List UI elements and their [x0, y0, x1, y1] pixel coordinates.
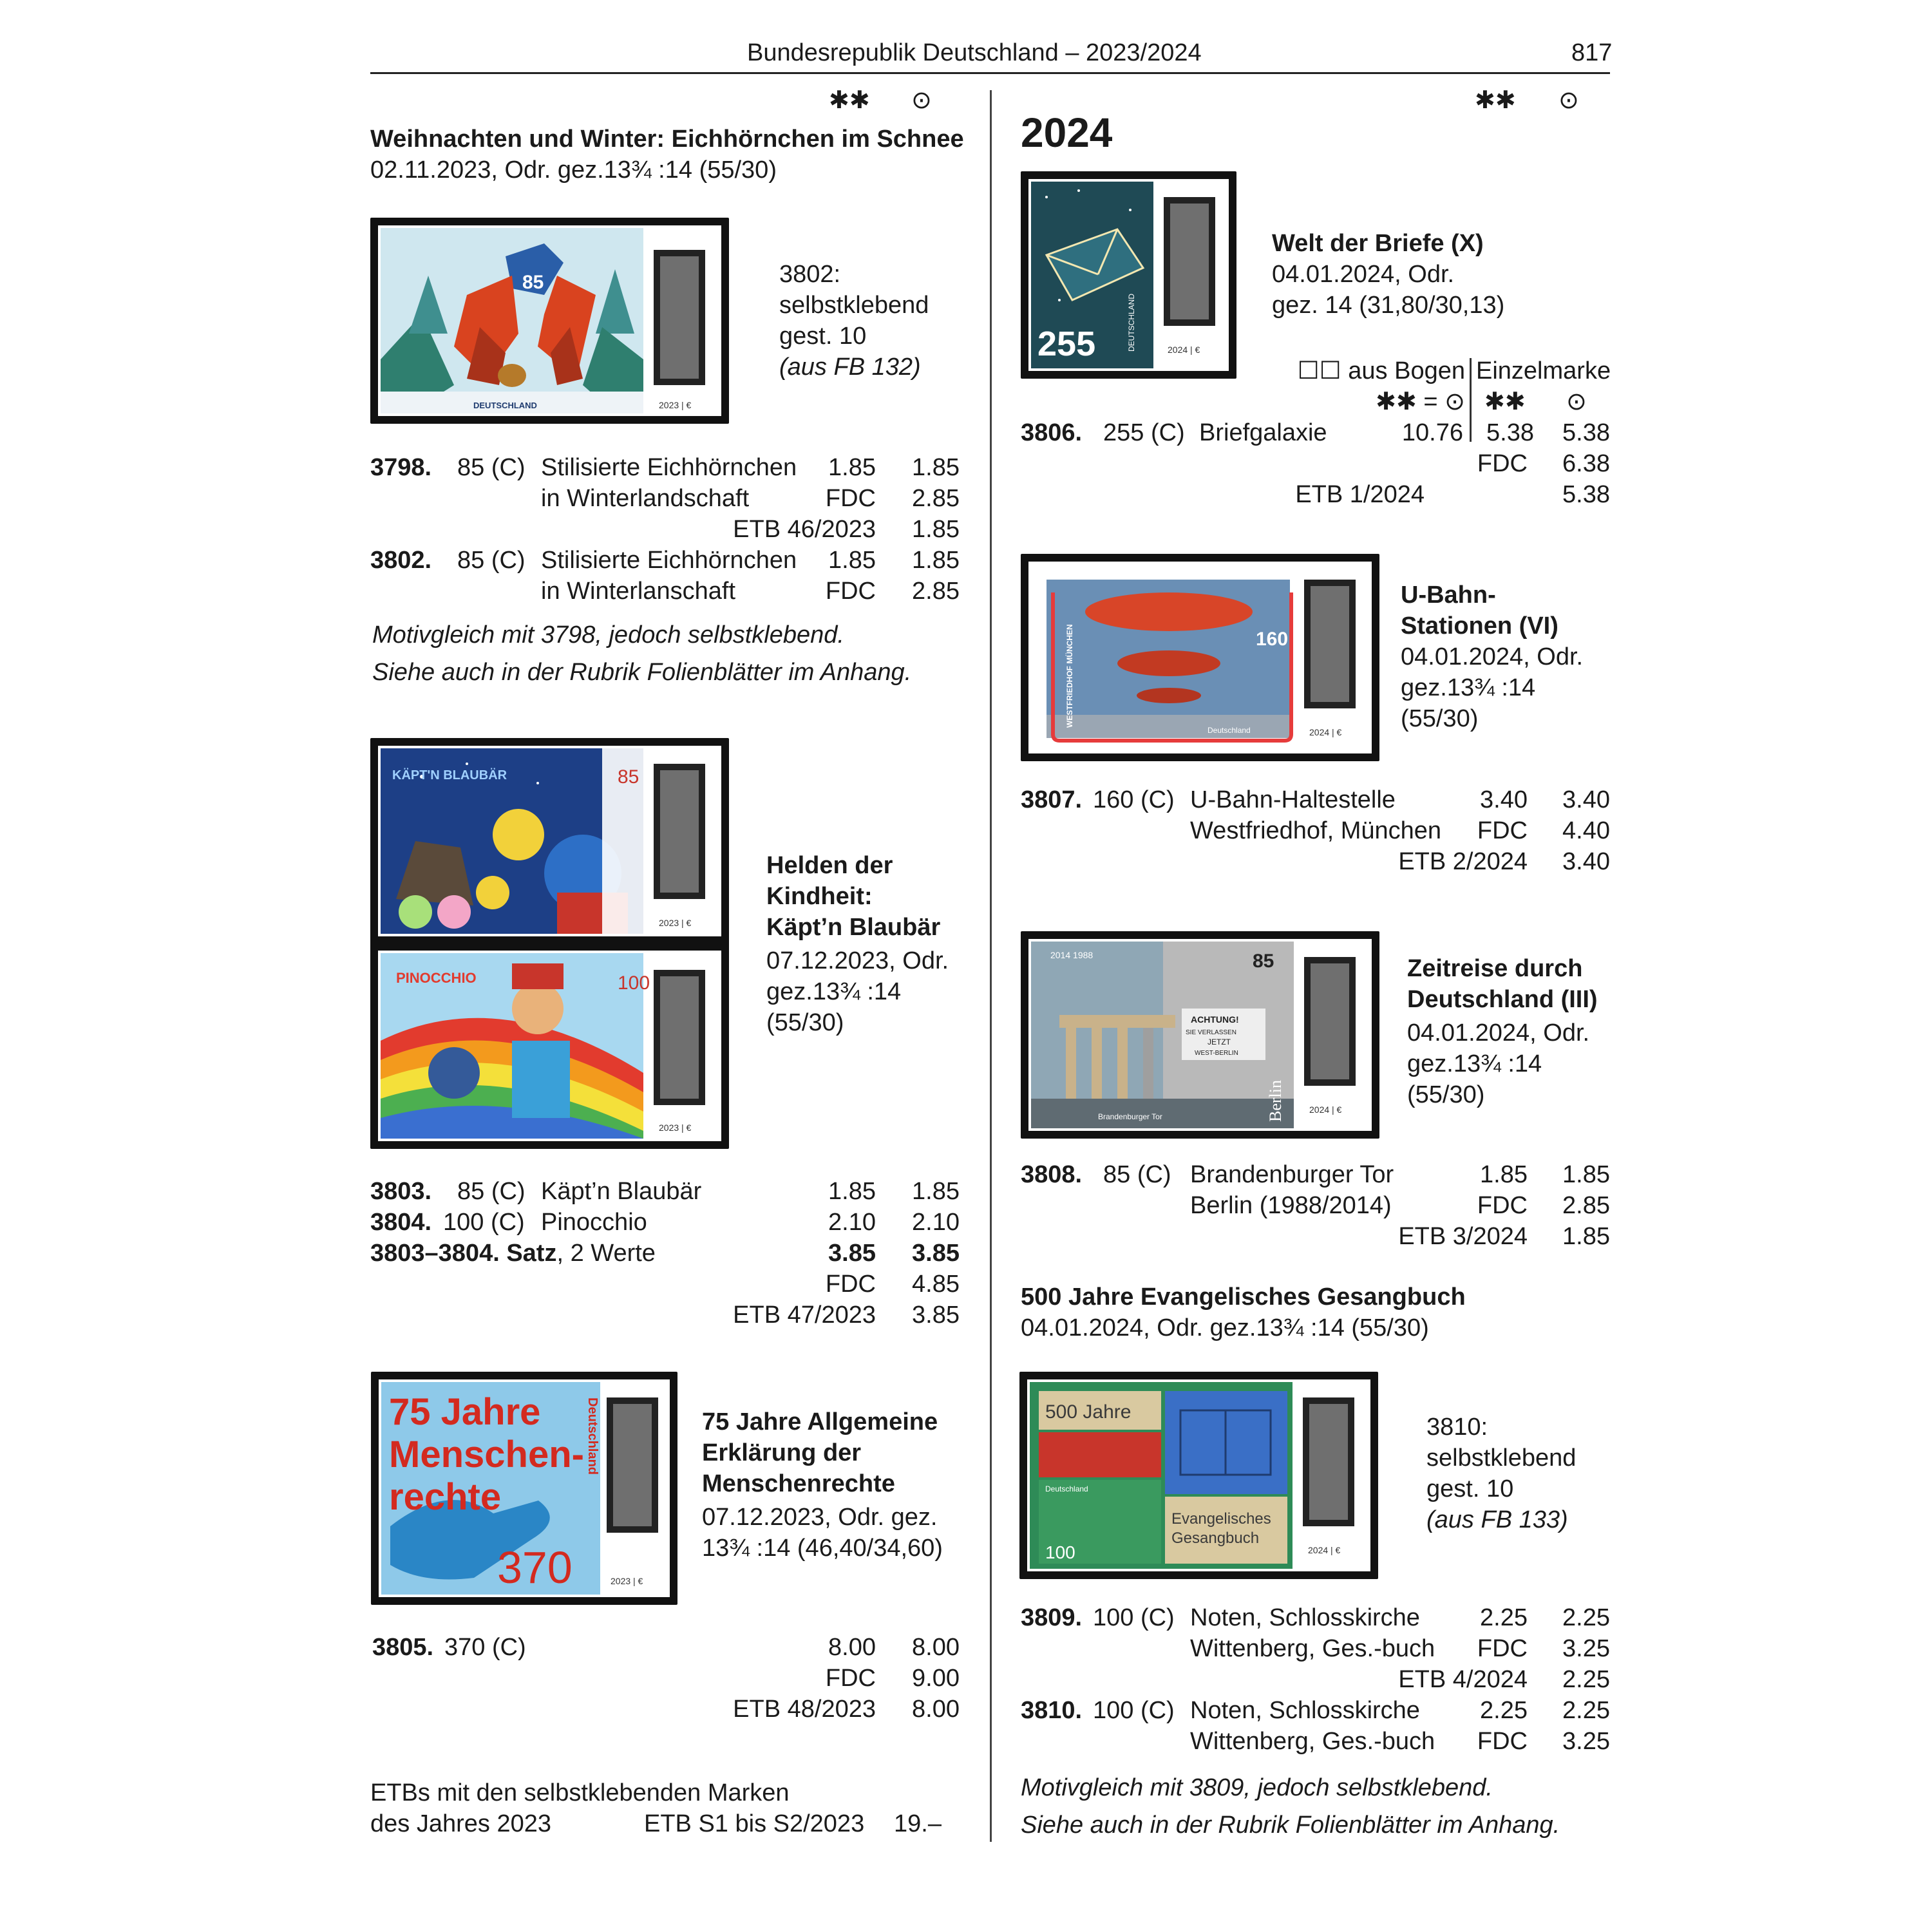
catalog-no-3802: 3802. [370, 547, 432, 574]
desc-3809-line1: Noten, Schlosskirche [1190, 1604, 1420, 1631]
stamp-headline-line1: 75 Jahre [389, 1391, 541, 1433]
bogen-price-3806: 10.76 [1401, 419, 1463, 446]
section-date-menschen-line1: 07.12.2023, Odr. gez. [702, 1504, 938, 1531]
face-value-3810: 100 (C) [1093, 1697, 1175, 1724]
price-mint-3806: 5.38 [1486, 419, 1534, 446]
catalog-no-3804: 3804. [370, 1209, 432, 1236]
fdc-price-3810: 3.25 [1562, 1728, 1610, 1755]
catalog-no-3807: 3807. [1021, 786, 1083, 813]
section-date-briefe-line1: 04.01.2024, Odr. [1272, 261, 1455, 288]
stamp-caption-zeitreise: Brandenburger Tor [1098, 1112, 1162, 1121]
stamp-image-ubahn [1021, 554, 1379, 761]
etb-price-3806: 5.38 [1562, 481, 1610, 508]
stamp-year-menschenrechte: 2023 | € [611, 1576, 643, 1586]
face-value-3808: 85 (C) [1103, 1161, 1171, 1188]
fdc-price-3798: 2.85 [912, 485, 960, 512]
catalog-no-3806: 3806. [1021, 419, 1083, 446]
etb-label-3808: ETB 3/2024 [1398, 1223, 1528, 1250]
desc-3802-line2: in Winterlanschaft [541, 578, 736, 605]
desc-3807-line2: Westfriedhof, München [1190, 817, 1442, 844]
price-used-3809: 2.25 [1562, 1604, 1610, 1631]
note-3802-line4: (aus FB 132) [779, 354, 921, 381]
face-value-3805: 370 (C) [444, 1634, 526, 1661]
desc-3802-line1: Stilisierte Eichhörnchen [541, 547, 797, 574]
set-3803-3804 [370, 1238, 656, 1269]
stamp-image-squirrels [370, 218, 729, 424]
section-title-menschen-line3: Menschenrechte [702, 1470, 895, 1497]
catalog-no-3809: 3809. [1021, 1604, 1083, 1631]
stamp-value-pinocchio: 100 [618, 972, 650, 994]
header-rule [370, 72, 1610, 74]
etb-label-3798: ETB 46/2023 [733, 516, 876, 543]
running-header-title: Bundesrepublik Deutschland – 2023/2024 [747, 39, 1202, 66]
section-date-helden-line3: (55/30) [766, 1009, 844, 1036]
desc-3808-line2: Berlin (1988/2014) [1190, 1192, 1392, 1219]
stamp-years-zeitreise: 2014 1988 [1050, 950, 1094, 960]
fdc-price-3805: 9.00 [912, 1665, 960, 1692]
price-mint-3803: 1.85 [828, 1178, 876, 1205]
section-title-zeitreise-line2: Deutschland (III) [1407, 986, 1598, 1013]
price-used-3807: 3.40 [1562, 786, 1610, 813]
section-date-ubahn-line1: 04.01.2024, Odr. [1401, 643, 1584, 670]
mint-symbol-right: ✱✱ [1475, 87, 1516, 114]
fdc-price-3809: 3.25 [1562, 1635, 1610, 1662]
fdc-price-3807: 4.40 [1562, 817, 1610, 844]
price-used-3808: 1.85 [1562, 1161, 1610, 1188]
stamp-year-squirrels: 2023 | € [659, 400, 692, 410]
desc-3798-line1: Stilisierte Eichhörnchen [541, 454, 797, 481]
note-motivgleich-3802-line2: Siehe auch in der Rubrik Folienblätter im Anhang. [372, 659, 912, 686]
price-mint-3808: 1.85 [1480, 1161, 1528, 1188]
desc-3806: Briefgalaxie [1199, 419, 1327, 446]
section-title-menschen-line1: 75 Jahre Allgemeine [702, 1408, 938, 1435]
note-3810-line2: selbstklebend [1426, 1444, 1577, 1472]
footer-etb-price: 19.– [894, 1810, 942, 1837]
fdc-label-3807: FDC [1477, 817, 1528, 844]
stamp-image-menschenrechte [371, 1372, 677, 1605]
section-title-gesangbuch: 500 Jahre Evangelisches Gesangbuch [1021, 1283, 1466, 1311]
set-fdc-price: 4.85 [912, 1271, 960, 1298]
fdc-label-3806: FDC [1477, 450, 1528, 477]
bogen-divider [1470, 358, 1472, 442]
stamp-year-briefgalaxie: 2024 | € [1168, 345, 1200, 355]
footer-etb-range: ETB S1 bis S2/2023 [644, 1810, 865, 1837]
section-title-zeitreise-line1: Zeitreise durch [1407, 955, 1583, 982]
desc-3798-line2: in Winterlandschaft [541, 485, 750, 512]
price-used-3805: 8.00 [912, 1634, 960, 1661]
footer-etbs-line1: ETBs mit den selbstklebenden Marken [370, 1779, 790, 1806]
desc-3804: Pinocchio [541, 1209, 647, 1236]
stamp-value-blaubaer: 85 [618, 766, 639, 788]
section-date-helden-line1: 07.12.2023, Odr. [766, 947, 949, 974]
etb-label-3805: ETB 48/2023 [733, 1696, 876, 1723]
stamp-sign-line2: SIE VERLASSEN [1186, 1029, 1236, 1036]
section-date-menschen-line2: 13¾ :14 (46,40/34,60) [702, 1535, 943, 1562]
stamp-value-briefgalaxie: 255 [1037, 325, 1096, 363]
set-price-used: 3.85 [912, 1240, 960, 1267]
stamp-image-helden [370, 738, 729, 1149]
section-title-helden-line3: Käpt’n Blaubär [766, 914, 941, 941]
stamp-image-gesangbuch [1019, 1372, 1378, 1579]
bogen-header: ☐☐ aus Bogen [1297, 357, 1465, 384]
stamp-year-ubahn: 2024 | € [1309, 727, 1342, 737]
stamp-value-zeitreise: 85 [1253, 951, 1274, 972]
fdc-label-3798: FDC [825, 485, 876, 512]
set-fdc-label: FDC [825, 1271, 876, 1298]
stamp-value-squirrels: 85 [522, 272, 544, 293]
face-value-3806: 255 (C) [1103, 419, 1185, 446]
price-mint-3802: 1.85 [828, 547, 876, 574]
price-mint-3804: 2.10 [828, 1209, 876, 1236]
stamp-station-ubahn: WESTFRIEDHOF MÜNCHEN [1065, 624, 1074, 728]
used-symbol-right: ⊙ [1558, 87, 1579, 114]
fdc-price-3806: 6.38 [1562, 450, 1610, 477]
note-motivgleich-3810-line1: Motivgleich mit 3809, jedoch selbstklebend. [1021, 1774, 1493, 1801]
set-etb-price: 3.85 [912, 1302, 960, 1329]
etb-label-3806: ETB 1/2024 [1295, 481, 1425, 508]
stamp-city-zeitreise: Berlin [1266, 1080, 1285, 1122]
desc-3808-line1: Brandenburger Tor [1190, 1161, 1394, 1188]
etb-price-3807: 3.40 [1562, 848, 1610, 875]
stamp-value-ubahn: 160 [1256, 629, 1289, 650]
stamp-image-briefgalaxie [1021, 171, 1236, 379]
note-3810-line1: 3810: [1426, 1414, 1488, 1441]
price-used-3798: 1.85 [912, 454, 960, 481]
section-title-ubahn-line2: Stationen (VI) [1401, 612, 1558, 639]
catalog-no-3808: 3808. [1021, 1161, 1083, 1188]
section-title-helden-line2: Kindheit: [766, 883, 873, 910]
etb-price-3809: 2.25 [1562, 1666, 1610, 1693]
desc-3803: Käpt’n Blaubär [541, 1178, 702, 1205]
face-value-3798: 85 (C) [457, 454, 526, 481]
section-date-ubahn-line2: gez.13¾ :14 [1401, 674, 1536, 701]
stamp-image-zeitreise [1021, 931, 1379, 1139]
footer-etbs-line2: des Jahres 2023 [370, 1810, 551, 1837]
stamp-sign-line4: WEST-BERLIN [1195, 1050, 1238, 1057]
section-title-ubahn-line1: U-Bahn- [1401, 582, 1496, 609]
mint-symbol-left: ✱✱ [829, 87, 870, 114]
set-etb-label: ETB 47/2023 [733, 1302, 876, 1329]
note-3802-line1: 3802: [779, 261, 841, 288]
section-date-ubahn-line3: (55/30) [1401, 705, 1479, 732]
note-motivgleich-3802-line1: Motivgleich mit 3798, jedoch selbstklebend. [372, 621, 844, 649]
desc-3810-line2: Wittenberg, Ges.-buch [1190, 1728, 1435, 1755]
einzel-used-symbol: ⊙ [1566, 388, 1587, 415]
set-desc: , 2 Werte [556, 1240, 656, 1267]
einzelmarke-header: Einzelmarke [1476, 357, 1611, 384]
price-mint-3809: 2.25 [1480, 1604, 1528, 1631]
stamp-year-blaubaer: 2023 | € [659, 918, 692, 928]
face-value-3802: 85 (C) [457, 547, 526, 574]
catalog-no-3805: 3805. [372, 1634, 434, 1661]
stamp-country-menschenrechte: Deutschland [585, 1397, 600, 1475]
stamp-country-squirrels: DEUTSCHLAND [473, 401, 537, 410]
section-date-zeitreise-line1: 04.01.2024, Odr. [1407, 1019, 1590, 1046]
section-date-zeitreise-line2: gez.13¾ :14 [1407, 1050, 1542, 1077]
stamp-sign-line3: JETZT [1208, 1037, 1231, 1046]
stamp-country-ubahn: Deutschland [1208, 726, 1251, 735]
section-date-zeitreise-line3: (55/30) [1407, 1081, 1485, 1108]
stamp-bottom-line1: Evangelisches [1171, 1510, 1271, 1528]
fdc-label-3802: FDC [825, 578, 876, 605]
fdc-price-3802: 2.85 [912, 578, 960, 605]
fdc-label-3805: FDC [825, 1665, 876, 1692]
column-divider [990, 90, 992, 1842]
set-label: 3803–3804. Satz [370, 1240, 557, 1267]
price-used-3806: 5.38 [1562, 419, 1610, 446]
desc-3810-line1: Noten, Schlosskirche [1190, 1697, 1420, 1724]
stamp-headline-line2: Menschen- [389, 1434, 584, 1475]
note-3802-line3: gest. 10 [779, 323, 867, 350]
catalog-no-3803: 3803. [370, 1178, 432, 1205]
price-mint-3810: 2.25 [1480, 1697, 1528, 1724]
year-heading-2024: 2024 [1021, 109, 1113, 156]
stamp-year-gesangbuch: 2024 | € [1308, 1545, 1341, 1555]
section-title-briefe: Welt der Briefe (X) [1272, 230, 1484, 257]
stamp-name-pinocchio: PINOCCHIO [396, 970, 477, 986]
face-value-3807: 160 (C) [1093, 786, 1175, 813]
price-mint-3805: 8.00 [828, 1634, 876, 1661]
section-title-menschen-line2: Erklärung der [702, 1439, 862, 1466]
stamp-value-gesangbuch: 100 [1045, 1542, 1075, 1562]
bogen-symbol: ✱✱ = ⊙ [1376, 388, 1465, 415]
stamp-name-blaubaer: KÄPT'N BLAUBÄR [392, 768, 507, 782]
section-title-helden-line1: Helden der [766, 852, 893, 879]
stamp-sign-line1: ACHTUNG! [1191, 1014, 1239, 1025]
etb-price-3798: 1.85 [912, 516, 960, 543]
etb-price-3808: 1.85 [1562, 1223, 1610, 1250]
used-symbol-left: ⊙ [911, 87, 932, 114]
note-3810-line4: (aus FB 133) [1426, 1506, 1568, 1533]
etb-label-3809: ETB 4/2024 [1398, 1666, 1528, 1693]
stamp-year-zeitreise: 2024 | € [1309, 1104, 1342, 1115]
stamp-bottom-line2: Gesangbuch [1171, 1530, 1260, 1547]
face-value-3803: 85 (C) [457, 1178, 526, 1205]
price-used-3810: 2.25 [1562, 1697, 1610, 1724]
note-3802-line2: selbstklebend [779, 292, 929, 319]
stamp-value-menschenrechte: 370 [497, 1542, 573, 1593]
etb-price-3805: 8.00 [912, 1696, 960, 1723]
etb-label-3807: ETB 2/2024 [1398, 848, 1528, 875]
section-date-briefe-line2: gez. 14 (31,80/30,13) [1272, 292, 1505, 319]
face-value-3809: 100 (C) [1093, 1604, 1175, 1631]
stamp-year-pinocchio: 2023 | € [659, 1122, 692, 1133]
catalog-no-3810: 3810. [1021, 1697, 1083, 1724]
face-value-3804: 100 (C) [443, 1209, 525, 1236]
note-motivgleich-3810-line2: Siehe auch in der Rubrik Folienblätter im Anhang. [1021, 1812, 1560, 1839]
fdc-label-3809: FDC [1477, 1635, 1528, 1662]
desc-3809-line2: Wittenberg, Ges.-buch [1190, 1635, 1435, 1662]
desc-3807-line1: U-Bahn-Haltestelle [1190, 786, 1396, 813]
stamp-top-gesangbuch: 500 Jahre [1045, 1401, 1132, 1423]
section-date-winter: 02.11.2023, Odr. gez.13¾ :14 (55/30) [370, 156, 777, 184]
price-used-3803: 1.85 [912, 1178, 960, 1205]
price-used-3804: 2.10 [912, 1209, 960, 1236]
fdc-label-3810: FDC [1477, 1728, 1528, 1755]
note-3810-line3: gest. 10 [1426, 1475, 1514, 1502]
fdc-label-3808: FDC [1477, 1192, 1528, 1219]
price-mint-3807: 3.40 [1480, 786, 1528, 813]
price-mint-3798: 1.85 [828, 454, 876, 481]
page-number: 817 [1571, 39, 1613, 66]
einzel-mint-symbol: ✱✱ [1484, 388, 1526, 415]
stamp-country-briefgalaxie: DEUTSCHLAND [1127, 293, 1136, 352]
stamp-headline-line3: rechte [389, 1476, 502, 1518]
section-date-helden-line2: gez.13¾ :14 [766, 978, 902, 1005]
catalog-no-3798: 3798. [370, 454, 432, 481]
section-date-gesangbuch: 04.01.2024, Odr. gez.13¾ :14 (55/30) [1021, 1314, 1429, 1341]
price-used-3802: 1.85 [912, 547, 960, 574]
fdc-price-3808: 2.85 [1562, 1192, 1610, 1219]
section-title-winter: Weihnachten und Winter: Eichhörnchen im Schnee [370, 126, 964, 153]
set-price-mint: 3.85 [828, 1240, 876, 1267]
stamp-country-gesangbuch: Deutschland [1045, 1484, 1088, 1493]
